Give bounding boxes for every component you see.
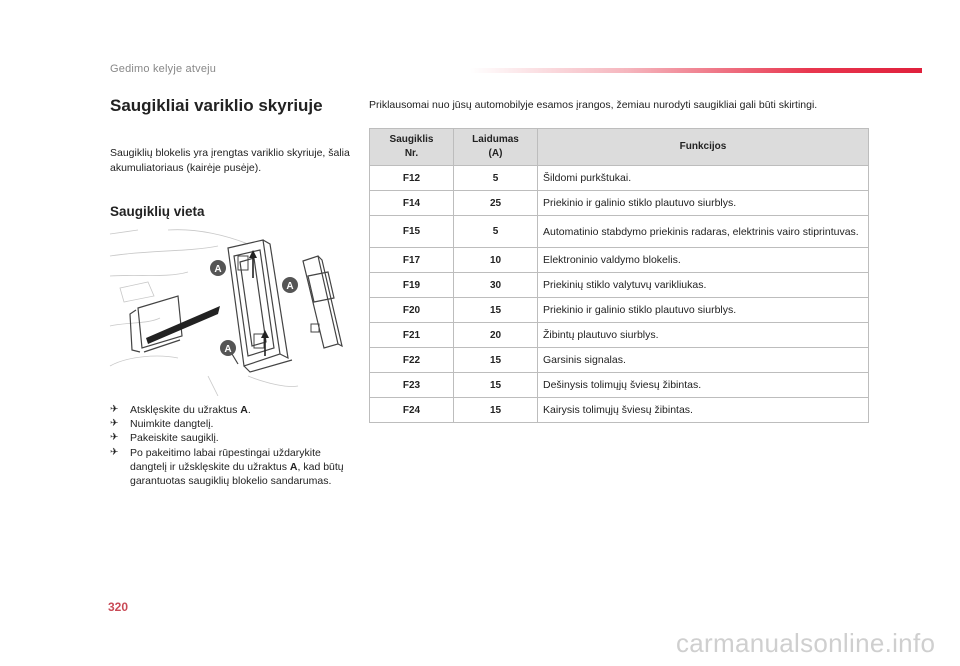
fuse-amps: 15 — [454, 398, 538, 423]
table-row — [370, 348, 869, 373]
callout-a-right: A — [286, 281, 294, 292]
table-row — [370, 216, 869, 248]
callout-a-bottom: A — [224, 344, 232, 355]
table-row — [370, 373, 869, 398]
watermark-text: carmanualsonline.info — [676, 628, 936, 658]
intro-text: Saugiklių blokelis yra įrengtas variklio skyriuje, šalia akumuliatoriaus (kairėje pusėje). — [110, 147, 350, 174]
fuse-function: Šildomi purkštukai. — [538, 166, 869, 191]
fuse-amps: 5 — [454, 216, 538, 248]
fuse-function: Dešinysis tolimųjų šviesų žibintas. — [538, 373, 869, 398]
engine-bay-drawing — [108, 226, 354, 396]
fuse-id: F15 — [370, 216, 454, 248]
section-header: Gedimo kelyje atveju — [110, 63, 217, 75]
fuse-id: F24 — [370, 398, 454, 423]
header-accent-bar — [470, 68, 922, 73]
fuse-amps: 15 — [454, 298, 538, 323]
table-header-row — [370, 129, 869, 166]
table-row — [370, 398, 869, 423]
table-note: Priklausomai nuo jūsų automobilyje esamos įrangos, žemiau nurodyti saugikliai gali būti skirtingi. — [369, 99, 818, 111]
callout-a-top: A — [214, 264, 222, 275]
fuse-function: Žibintų plautuvo siurblys. — [538, 323, 869, 348]
fuse-function: Garsinis signalas. — [538, 348, 869, 373]
fuse-id: F14 — [370, 191, 454, 216]
fuse-amps: 25 — [454, 191, 538, 216]
fuse-id: F12 — [370, 166, 454, 191]
fuse-box-illustration — [108, 226, 354, 396]
fuse-id: F21 — [370, 323, 454, 348]
page-title: Saugikliai variklio skyriuje — [110, 96, 323, 115]
table-row — [370, 273, 869, 298]
fuse-function: Kairysis tolimųjų šviesų žibintas. — [538, 398, 869, 423]
fuse-function: Priekinių stiklo valytuvų varikliukas. — [538, 273, 869, 298]
header-fuse-number: Saugiklis Nr. — [370, 129, 454, 166]
plane-bullet-icon: ✈ — [110, 404, 119, 415]
table-row — [370, 166, 869, 191]
plane-bullet-icon: ✈ — [110, 446, 119, 458]
fuse-id: F17 — [370, 248, 454, 273]
step-item: ✈ Nuimkite dangtelį. — [110, 418, 214, 431]
table-row — [370, 191, 869, 216]
fuse-amps: 5 — [454, 166, 538, 191]
fuse-function: Priekinio ir galinio stiklo plautuvo siurblys. — [538, 298, 869, 323]
table-row — [370, 298, 869, 323]
fuse-amps: 15 — [454, 348, 538, 373]
step-item: ✈ Atsklęskite du užraktus A. — [110, 404, 251, 416]
fuse-function: Priekinio ir galinio stiklo plautuvo siurblys. — [538, 191, 869, 216]
fuse-table — [369, 128, 869, 423]
step-item: ✈ Po pakeitimo labai rūpestingai uždarykite dangtelį ir užsklęskite du užraktus A, kad būtų garantuotas saugiklių blokelio sandarumas. — [110, 446, 344, 488]
fuse-function: Automatinio stabdymo priekinis radaras, elektrinis vairo stiprintuvas. — [538, 216, 869, 248]
header-functions: Funkcijos — [538, 129, 869, 166]
plane-bullet-icon: ✈ — [110, 432, 119, 444]
fuse-id: F22 — [370, 348, 454, 373]
plane-bullet-icon: ✈ — [110, 418, 119, 430]
fuse-amps: 30 — [454, 273, 538, 298]
fuse-id: F19 — [370, 273, 454, 298]
section-subtitle: Saugiklių vieta — [110, 204, 205, 219]
fuse-id: F20 — [370, 298, 454, 323]
fuse-function: Elektroninio valdymo blokelis. — [538, 248, 869, 273]
table-row — [370, 323, 869, 348]
page-number: 320 — [108, 600, 129, 614]
step-item: ✈ Pakeiskite saugiklį. — [110, 432, 219, 445]
header-amperage: Laidumas (A) — [454, 129, 538, 166]
fuse-id: F23 — [370, 373, 454, 398]
fuse-amps: 20 — [454, 323, 538, 348]
fuse-amps: 10 — [454, 248, 538, 273]
fuse-amps: 15 — [454, 373, 538, 398]
table-row — [370, 248, 869, 273]
instruction-steps — [110, 403, 360, 488]
